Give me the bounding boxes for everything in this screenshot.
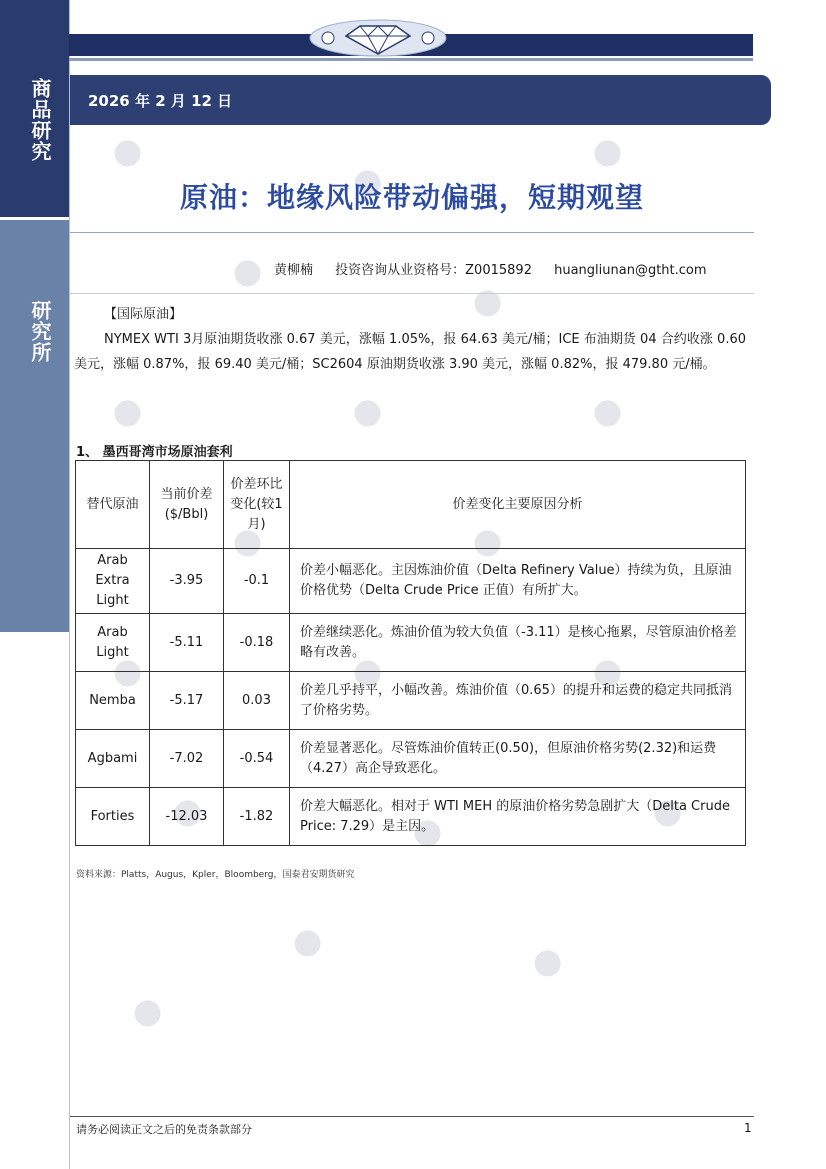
- reason-cell: 价差继续恶化。炼油价值为较大负值（-3.11）是核心拖累，尽管原油价格差略有改善。: [290, 614, 746, 672]
- title-divider: [70, 232, 754, 233]
- author-license: 投资咨询从业资格号：Z0015892: [335, 263, 532, 278]
- author-email: huangliunan@gtht.com: [554, 263, 707, 278]
- table-header-cell: 替代原油: [76, 461, 150, 549]
- reason-cell: 价差小幅恶化。主因炼油价值（Delta Refinery Value）持续为负，且原油价格优势（Delta Crude Price 正值）有所扩大。: [290, 549, 746, 614]
- table-row: [76, 672, 746, 730]
- crude-name-cell: Arab Light: [76, 614, 150, 672]
- spread-cell: -5.17: [150, 672, 224, 730]
- crude-name-cell: Forties: [76, 788, 150, 846]
- disclaimer-note: 请务必阅读正文之后的免责条款部分: [76, 1123, 252, 1136]
- table-row: [76, 614, 746, 672]
- table-row: [76, 549, 746, 614]
- author-line: [274, 259, 707, 278]
- crude-name-cell: Agbami: [76, 730, 150, 788]
- spread-cell: -3.95: [150, 549, 224, 614]
- table-title: 1、 墨西哥湾市场原油套利: [76, 445, 233, 460]
- sidebar-bottom-panel: [0, 220, 69, 632]
- table-header-cell: 当前价差($/Bbl): [150, 461, 224, 549]
- table-header-row: [76, 461, 746, 549]
- change-cell: 0.03: [224, 672, 290, 730]
- table-header-cell: 价差环比变化(较1月): [224, 461, 290, 549]
- footer-divider: [70, 1116, 754, 1117]
- reason-cell: 价差显著恶化。尽管炼油价值转正(0.50)，但原油价格劣势(2.32)和运费（4.27）高企导致恶化。: [290, 730, 746, 788]
- change-cell: -0.18: [224, 614, 290, 672]
- diamond-logo-icon: [308, 14, 448, 58]
- crude-name-cell: Nemba: [76, 672, 150, 730]
- table-row: [76, 730, 746, 788]
- sidebar-label-institute: 研究所: [28, 300, 52, 363]
- author-name: 黄柳楠: [274, 263, 314, 278]
- data-source-note: 资料来源：Platts，Augus，Kpler，Bloomberg，国泰君安期货研究: [76, 870, 355, 880]
- report-title: 原油：地缘风险带动偏强，短期观望: [179, 181, 644, 214]
- change-cell: -1.82: [224, 788, 290, 846]
- arbitrage-table: [75, 460, 746, 846]
- spread-cell: -12.03: [150, 788, 224, 846]
- section-heading-intl-crude: 【国际原油】: [104, 307, 183, 322]
- reason-cell: 价差大幅恶化。相对于 WTI MEH 的原油价格劣势急剧扩大（Delta Crude Price: 7.29）是主因。: [290, 788, 746, 846]
- section-divider: [70, 293, 754, 294]
- table-row: [76, 788, 746, 846]
- header-thin-rule: [69, 58, 753, 61]
- crude-name-cell: Arab Extra Light: [76, 549, 150, 614]
- sidebar-label-commodity-research: 商品研究: [28, 78, 52, 162]
- spread-cell: -7.02: [150, 730, 224, 788]
- change-cell: -0.54: [224, 730, 290, 788]
- table-header-cell: 价差变化主要原因分析: [290, 461, 746, 549]
- reason-cell: 价差几乎持平，小幅改善。炼油价值（0.65）的提升和运费的稳定共同抵消了价格劣势。: [290, 672, 746, 730]
- spread-cell: -5.11: [150, 614, 224, 672]
- page-number: 1: [744, 1121, 752, 1135]
- report-date: 2026 年 2 月 12 日: [88, 92, 233, 110]
- intl-crude-paragraph: NYMEX WTI 3月原油期货收涨 0.67 美元，涨幅 1.05%，报 64.63 美元/桶；ICE 布油期货 04 合约收涨 0.60 美元，涨幅 0.87%，报 69.40 美元/桶；SC2604 原油期货收涨 3.90 美元，涨幅 0.82%，报 479.80 元/桶。: [74, 332, 746, 372]
- change-cell: -0.1: [224, 549, 290, 614]
